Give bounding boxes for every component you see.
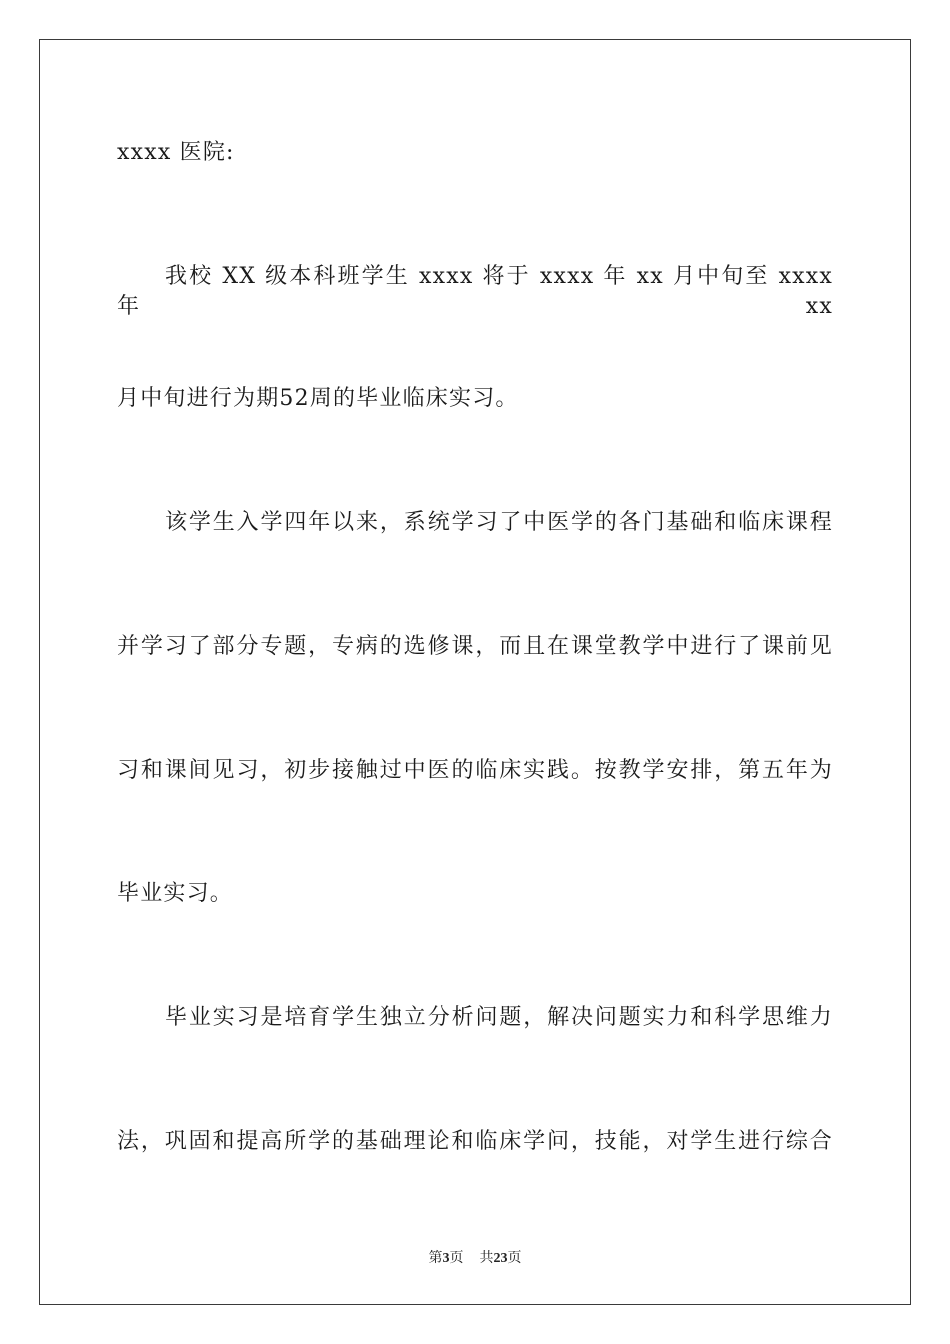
page-total: 23 xyxy=(493,1251,508,1266)
paragraph-3-line-1: 毕业实习是培育学生独立分析问题，解决问题实力和科学思维力 xyxy=(165,1005,833,1030)
paragraph-1-line-1: 我校 XX 级本科班学生 xxxx 将于 xxxx 年 xx 月中旬至 xxxx 年 xx xyxy=(117,264,833,319)
paragraph-1-line-2: 月中旬进行为期52周的毕业临床实习。 xyxy=(117,386,519,411)
paragraph-2-line-2: 并学习了部分专题，专病的选修课，而且在课堂教学中进行了课前见 xyxy=(117,634,833,659)
page-border xyxy=(39,39,911,1305)
paragraph-2-line-4: 毕业实习。 xyxy=(117,881,234,906)
total-suffix: 页 xyxy=(507,1250,522,1266)
paragraph-3-line-2: 法，巩固和提高所学的基础理论和临床学问，技能，对学生进行综合 xyxy=(117,1129,833,1154)
paragraph-2-line-3: 习和课间见习，初步接触过中医的临床实践。按教学安排，第五年为 xyxy=(117,758,833,783)
page-prefix: 第 xyxy=(428,1250,443,1266)
page-suffix: 页 xyxy=(449,1250,464,1266)
salutation: xxxx 医院: xyxy=(117,140,235,165)
paragraph-2-line-1: 该学生入学四年以来，系统学习了中医学的各门基础和临床课程 xyxy=(165,510,833,535)
page-current: 3 xyxy=(442,1251,450,1266)
total-prefix: 共 xyxy=(479,1250,494,1266)
page-footer xyxy=(0,1248,950,1269)
